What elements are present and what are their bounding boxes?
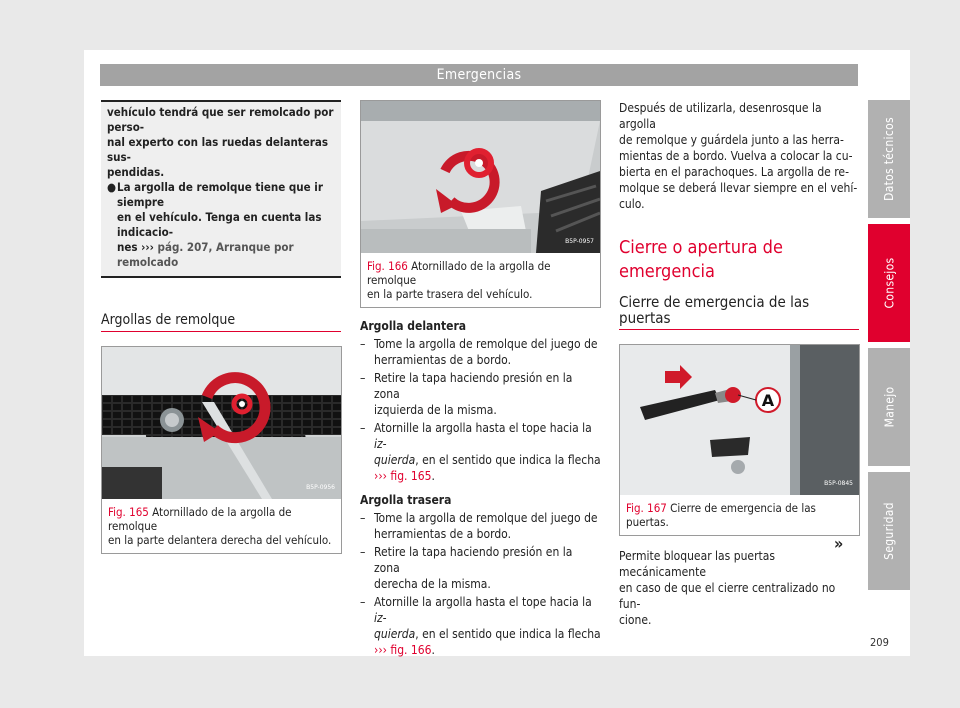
figure-165 [101,346,342,554]
dash-icon: – [360,371,366,385]
caption-line: Atornillado de la argolla de remolque [108,505,292,533]
step-line: Atornille la argolla hasta el tope hacia la [374,421,592,435]
chapter-header: Emergencias [100,64,858,86]
dash-icon: – [360,511,366,525]
tab-seguridad[interactable] [868,472,910,590]
step-item [360,510,601,542]
text-line: Permite bloquear las puertas mecánicamente [619,549,775,579]
tab-label: Consejos [882,257,897,309]
warning-bullet [107,180,335,270]
chapter-section-title [619,236,859,284]
tab-datos-tecnicos[interactable] [868,100,910,218]
figure-number: Fig. 167 [626,501,667,515]
figure-166 [360,100,601,308]
label-a: A [761,391,775,410]
text-line: mientas de a bordo. Vuelva a colocar la cu- [619,149,853,163]
title-line: Cierre o apertura de [619,237,783,258]
figure-number: Fig. 165 [108,505,149,519]
warning-line: nal experto con las ruedas delanteras sus- [107,135,329,164]
text-line: en caso de que el cierre centralizado no fun- [619,581,836,611]
rear-hook-heading: Argolla trasera [360,493,452,507]
rear-tow-hook-image [361,101,600,253]
dash-icon: – [360,337,366,351]
subsection-title: Cierre de emergencia de las puertas [619,294,859,330]
figure-reference-link[interactable]: fig. 166 [386,643,432,657]
figure-caption [102,499,341,553]
step-line: Tome la argolla de remolque del juego de [374,337,598,351]
figure-caption [361,253,600,307]
reference-arrows-icon: ››› [141,240,154,254]
step-line: , en el sentido que indica la flecha [415,627,601,641]
caption-line: Atornillado de la argolla de remolque [367,259,551,287]
step-emphasis: iz- [374,437,387,451]
reference-arrows-icon: ››› [374,643,387,657]
image-code: B5P-0957 [565,238,594,245]
page-reference-link[interactable]: pág. 207, Arranque por remolcado [117,240,294,269]
text-line: Después de utilizarla, desenrosque la argolla [619,101,822,131]
caption-line: Cierre de emergencia de las puertas. [626,501,816,529]
step-text [374,594,601,658]
dash-icon: – [360,421,366,435]
tab-manejo[interactable] [868,348,910,466]
step-item [360,544,601,592]
front-tow-hook-image [102,347,341,499]
figure-167 [619,344,860,536]
bullet-line: La argolla de remolque tiene que ir siempre [117,180,323,209]
warning-text [107,105,335,180]
section-title: Argollas de remolque [101,312,341,332]
page-number: 209 [870,636,889,649]
step-text [374,544,601,592]
dash-icon: – [360,595,366,609]
rear-bumper-illustration [361,101,600,253]
title-line: emergencia [619,261,715,282]
text-line: cione. [619,613,652,627]
text-line: molque se deberá llevar siempre en el vehí- [619,181,858,195]
step-emphasis: iz- [374,611,387,625]
step-line: , en el sentido que indica la flecha [415,453,601,467]
step-end: . [431,469,435,483]
step-item [360,420,601,484]
tab-consejos[interactable] [868,224,910,342]
warning-line: pendidas. [107,165,165,179]
bullet-text [117,180,335,270]
step-emphasis: quierda [374,627,416,641]
text-line: bierta en el parachoques. La argolla de re- [619,165,849,179]
intro-paragraph [619,100,859,212]
bullet-icon: ● [107,180,117,194]
body-paragraph [619,548,859,628]
step-item [360,336,601,368]
bullet-line: en el vehículo. Tenga en cuenta las indicacio- [117,210,322,239]
step-item [360,370,601,418]
figure-caption [620,495,859,535]
door-lock-illustration [620,345,859,495]
step-text [374,420,601,484]
step-line: Atornille la argolla hasta el tope hacia la [374,595,592,609]
text-line: culo. [619,197,645,211]
step-text [374,370,601,418]
tab-label: Datos técnicos [882,117,896,201]
figure-number: Fig. 166 [367,259,408,273]
caption-line: en la parte trasera del vehículo. [367,287,533,301]
continue-icon: » [834,534,844,553]
step-item [360,594,601,658]
step-line: Retire la tapa haciendo presión en la zona [374,371,573,401]
front-bumper-illustration [102,347,341,499]
reference-arrows-icon: ››› [374,469,387,483]
dash-icon: – [360,545,366,559]
text-line: de remolque y guárdela junto a las herra- [619,133,844,147]
step-line: Retire la tapa haciendo presión en la zona [374,545,573,575]
bullet-line: nes [117,240,142,254]
image-code: B5P-0956 [306,484,335,491]
column-left [101,100,341,554]
column-right [619,100,859,628]
step-line: herramientas de a bordo. [374,527,511,541]
step-emphasis: quierda [374,453,416,467]
tab-label: Manejo [881,386,896,428]
caption-line: en la parte delantera derecha del vehículo. [108,533,332,547]
door-emergency-lock-image [620,345,859,495]
tab-label: Seguridad [882,502,897,560]
figure-reference-link[interactable]: fig. 165 [386,469,432,483]
step-line: Tome la argolla de remolque del juego de [374,511,598,525]
column-middle [360,100,601,658]
image-code: B5P-0845 [824,480,853,487]
step-line: derecha de la misma. [374,577,491,591]
warning-box [101,100,341,278]
step-text [374,336,598,368]
step-text [374,510,598,542]
warning-line: vehículo tendrá que ser remolcado por perso- [107,105,334,134]
step-line: izquierda de la misma. [374,403,497,417]
step-line: herramientas de a bordo. [374,353,511,367]
step-end: . [431,643,435,657]
front-hook-heading: Argolla delantera [360,319,467,333]
